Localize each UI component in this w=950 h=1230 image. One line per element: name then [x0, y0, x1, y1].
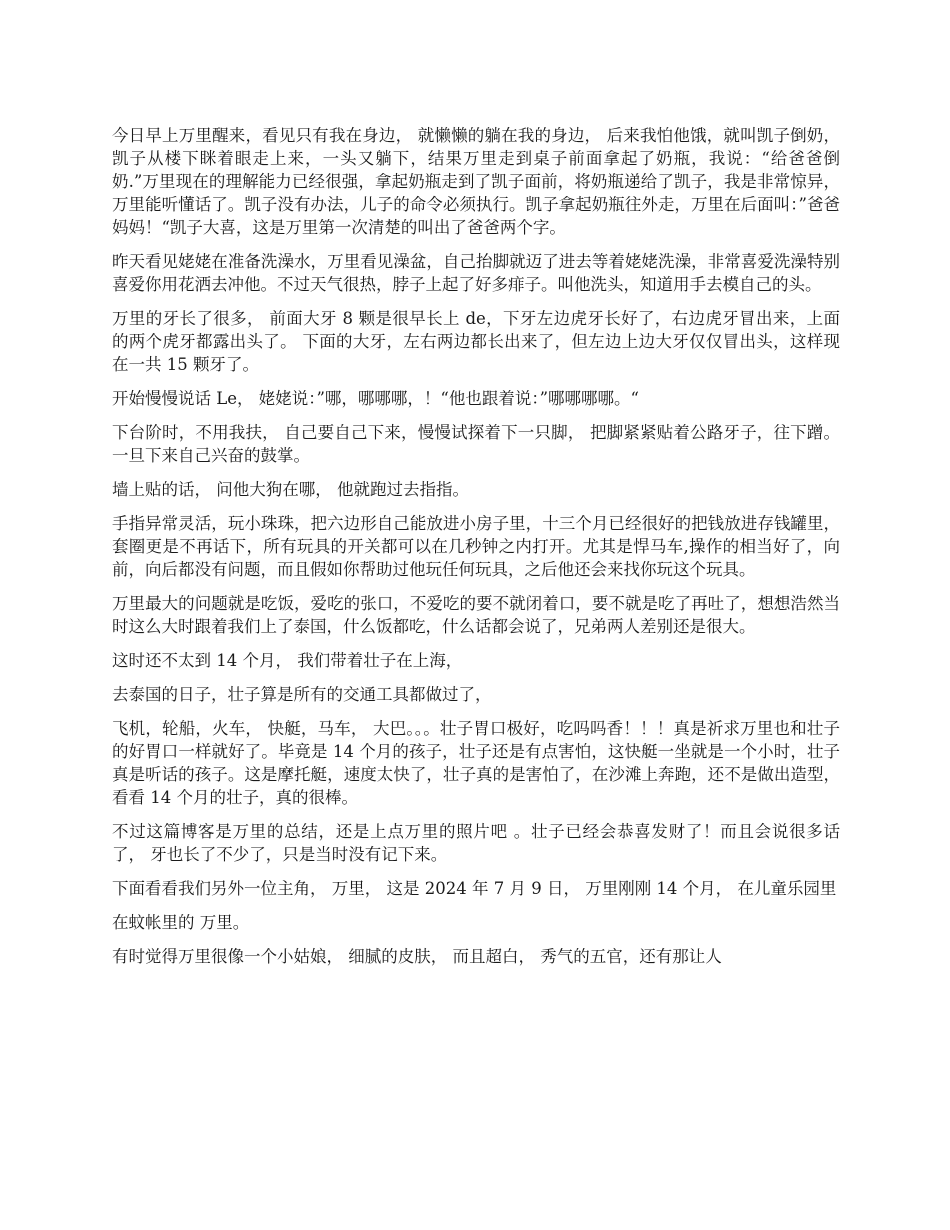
paragraph: 开始慢慢说话 Le， 姥姥说：”哪，哪哪哪，！“他也跟着说：”哪哪哪哪。“: [112, 389, 639, 408]
paragraph: 不过这篇博客是万里的总结，还是上点万里的照片吧 。壮子已经会恭喜发财了！而且会说很多话了， 牙也长了不少了，只是当时没有记下来。: [112, 822, 840, 864]
paragraph: 万里的牙长了很多， 前面大牙 8 颗是很早长上 de，下牙左边虎牙长好了，右边虎牙冒出来，上面的两个虎牙都露出头了。 下面的大牙，左右两边都长出来了，但左边上边大牙仅仅冒出头，这样现在一共 15 颗牙了。: [112, 309, 840, 374]
paragraph: 手指异常灵活，玩小珠珠，把六边形自己能放进小房子里，十三个月已经很好的把钱放进存钱罐里，套圈更是不再话下，所有玩具的开关都可以在几秒钟之内打开。尤其是悍马车,操作的相当好了，向前，向后都没有问题，而且假如你帮助过他玩任何玩具，之后他还会来找你玩这个玩具。: [112, 514, 840, 579]
paragraph: 这时还不太到 14 个月， 我们带着壮子在上海，: [112, 651, 463, 670]
paragraph: 有时觉得万里很像一个小姑娘， 细腻的皮肤， 而且超白， 秀气的五官，还有那让人: [112, 947, 722, 966]
paragraph: 下台阶时，不用我扶， 自己要自己下来，慢慢试探着下一只脚， 把脚紧紧贴着公路牙子，往下蹭。一旦下来自己兴奋的鼓掌。: [112, 423, 840, 465]
paragraph: 在蚊帐里的 万里。: [112, 913, 250, 932]
paragraph: 飞机，轮船，火车， 快艇，马车， 大巴。。。壮子胃口极好，吃吗吗香！！！真是祈求万里也和壮子的好胃口一样就好了。毕竟是 14 个月的孩子，壮子还是有点害怕，这快艇一坐就是一个小时，壮子真是听话的孩子。这是摩托艇，速度太快了，壮子真的是害怕了，在沙滩上奔跑，还不是做出造型， 看看 14 个月的壮子，真的很棒。: [112, 719, 840, 807]
paragraph: 昨天看见姥姥在准备洗澡水，万里看见澡盆，自己抬脚就迈了进去等着姥姥洗澡，非常喜爱洗澡特别喜爱你用花洒去冲他。不过天气很热，脖子上起了好多痱子。叫他洗头，知道用手去模自己的头。: [112, 252, 840, 294]
paragraph: 去泰国的日子，壮子算是所有的交通工具都做过了，: [112, 685, 492, 704]
document-body: [112, 124, 840, 979]
paragraph: 下面看看我们另外一位主角， 万里， 这是 2024 年 7 月 9 日， 万里刚刚 14 个月， 在儿童乐园里: [112, 879, 837, 898]
paragraph: 墙上贴的话， 问他大狗在哪， 他就跑过去指指。: [112, 480, 469, 499]
paragraph: 今日早上万里醒来，看见只有我在身边， 就懒懒的躺在我的身边， 后来我怕他饿，就叫凯子倒奶，凯子从楼下眯着眼走上来，一头又躺下，结果万里走到桌子前面拿起了奶瓶，我说：“给爸爸倒奶.”万里现在的理解能力已经很强，拿起奶瓶走到了凯子面前，将奶瓶递给了凯子，我是非常惊异，万里能听懂话了。凯子没有办法，儿子的命令必须执行。凯子拿起奶瓶往外走，万里在后面叫：”爸爸妈妈！“凯子大喜，这是万里第一次清楚的叫出了爸爸两个字。: [112, 126, 840, 237]
paragraph: 万里最大的问题就是吃饭，爱吃的张口，不爱吃的要不就闭着口，要不就是吃了再吐了，想想浩然当时这么大时跟着我们上了泰国，什么饭都吃，什么话都会说了，兄弟两人差别还是很大。: [112, 594, 840, 636]
